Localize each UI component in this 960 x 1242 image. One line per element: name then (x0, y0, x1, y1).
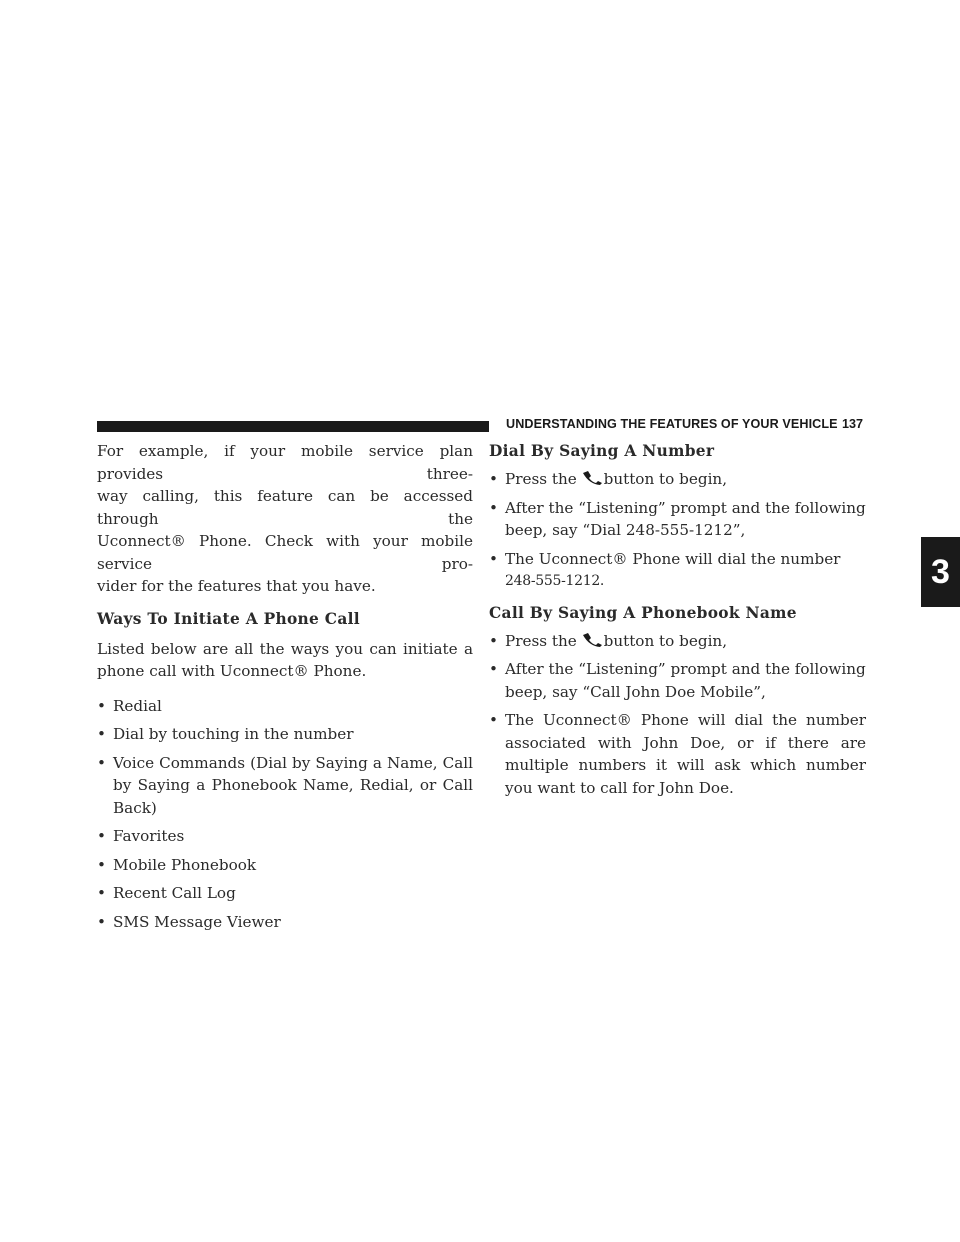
list-item (489, 468, 866, 491)
section-heading: Dial By Saying A Number (489, 442, 715, 460)
list-item-text: Mobile Phonebook (113, 855, 257, 874)
intro-line: Uconnect® Phone. Check with your mobile service pro- (97, 532, 473, 573)
list-item (97, 695, 473, 718)
list-item-text: The Uconnect® Phone will dial the number associated with John Doe, or if there are multiple numbers it will ask which number you want to call for John Doe. (505, 711, 866, 797)
list-item-text: Dial by touching in the number (113, 725, 354, 743)
list-item-text: After the “Listening” prompt and the following beep, say “Dial 248-555-1212”, (505, 498, 866, 539)
list-item (97, 825, 473, 848)
bullet: • (489, 711, 498, 729)
phonebook-name-steps (489, 630, 866, 800)
list-item-text: SMS Message Viewer (113, 912, 281, 931)
bullet: • (489, 470, 498, 488)
list-item-text: button to begin, (603, 470, 728, 488)
intro-paragraph (97, 440, 473, 598)
phone-icon (582, 633, 603, 647)
intro-line: way calling, this feature can be accessed through the (97, 487, 473, 528)
intro-line: For example, if your mobile service plan provides three- (97, 442, 473, 483)
list-item-text: Voice Commands (Dial by Saying a Name, Call by Saying a Phonebook Name, Redial, or Call Back) (113, 753, 473, 817)
phone-number-text: 248-555-1212. (505, 573, 605, 589)
list-item-text: button to begin, (603, 631, 728, 650)
bullet: • (489, 498, 498, 517)
list-item (97, 723, 473, 746)
bullet: • (97, 696, 106, 715)
bullet: • (97, 753, 106, 772)
list-item-text: Redial (113, 696, 162, 715)
bullet: • (489, 631, 498, 650)
list-item-text: Recent Call Log (113, 884, 236, 902)
dial-number-steps (489, 468, 866, 593)
list-item (97, 911, 473, 934)
section-title: UNDERSTANDING THE FEATURES OF YOUR VEHICLE (506, 417, 838, 431)
list-item (97, 854, 473, 877)
list-item (489, 709, 866, 799)
list-item (489, 630, 866, 653)
section-description: Listed below are all the ways you can initiate a phone call with Uconnect® Phone. (97, 639, 473, 680)
page-number: 137 (842, 417, 864, 431)
intro-line: vider for the features that you have. (97, 577, 376, 595)
list-item (489, 497, 866, 542)
section-heading: Ways To Initiate A Phone Call (97, 609, 360, 628)
list-item (489, 658, 866, 703)
list-item (97, 752, 473, 820)
list-item-text: Press the (505, 470, 577, 488)
list-item-text: After the “Listening” prompt and the following beep, say “Call John Doe Mobile”, (505, 660, 866, 701)
list-item-text: Press the (505, 631, 577, 650)
list-item-text: Favorites (113, 827, 185, 845)
bullet: • (97, 855, 106, 874)
left-column (97, 440, 473, 933)
bullet: • (97, 725, 106, 743)
list-item-text: The Uconnect® Phone will dial the number (505, 549, 841, 568)
chapter-tab: 3 (921, 537, 960, 607)
bullet: • (97, 912, 106, 931)
section-heading: Call By Saying A Phonebook Name (489, 603, 797, 622)
bullet: • (489, 549, 498, 568)
call-methods-list (97, 695, 473, 934)
phone-icon (582, 471, 603, 485)
header-bar (97, 421, 489, 432)
bullet: • (97, 827, 106, 845)
list-item (489, 548, 866, 593)
bullet: • (489, 660, 498, 678)
bullet: • (97, 884, 106, 902)
right-column (489, 440, 866, 799)
list-item (97, 882, 473, 905)
